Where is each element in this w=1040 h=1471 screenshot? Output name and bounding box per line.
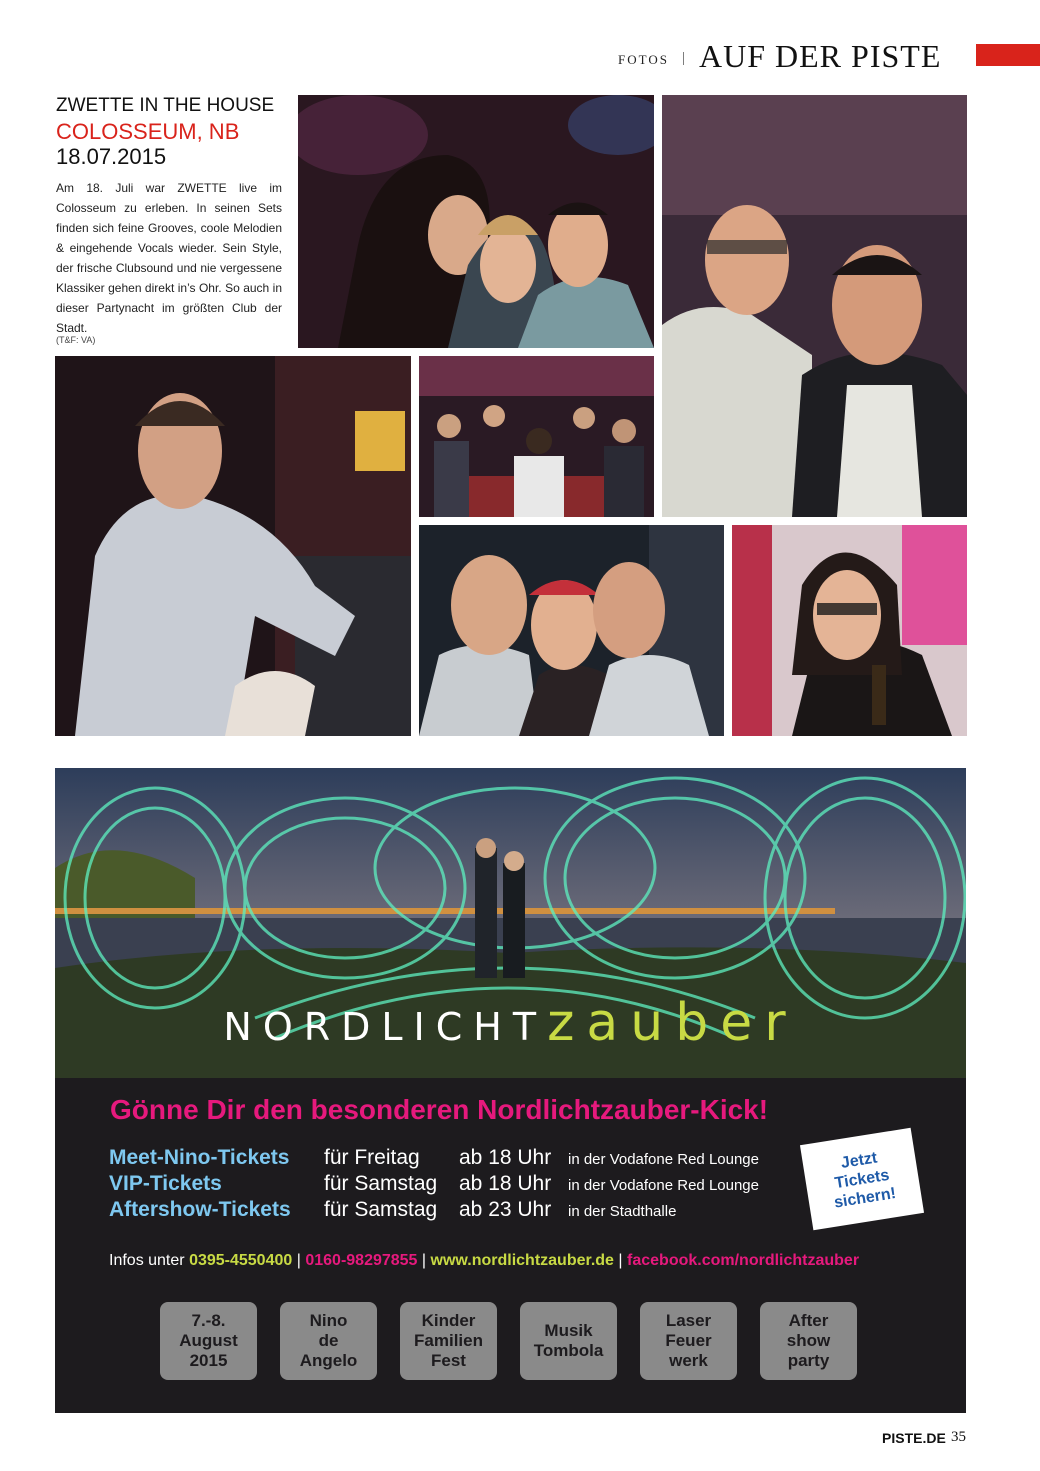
stamp-line: Tickets: [833, 1166, 891, 1192]
box-line: Fest: [431, 1351, 466, 1370]
phone-number-1[interactable]: 0395-4550400: [189, 1252, 293, 1269]
box-line: After: [788, 1311, 829, 1330]
box-line: 7.-8.: [191, 1311, 226, 1330]
stamp-line: Jetzt: [839, 1148, 879, 1172]
ticket-place: in der Vodafone Red Lounge: [568, 1177, 759, 1194]
ticket-place: in der Stadthalle: [568, 1203, 677, 1220]
ticket-time: ab 23 Uhr: [459, 1198, 552, 1221]
party-photo-dj: [55, 356, 411, 736]
box-line: Familien: [414, 1331, 483, 1350]
photo-credit: (T&F: VA): [56, 335, 96, 345]
ad-brand-wordmark: [55, 993, 966, 1053]
party-photo-trio: [298, 95, 654, 348]
feature-box-laser: [640, 1302, 737, 1380]
party-photo-friends: [419, 525, 724, 736]
box-line: de: [318, 1331, 339, 1350]
info-separator: |: [618, 1252, 623, 1269]
ad-slogan: Gönne Dir den besonderen Nordlichtzauber-Kick!: [110, 1094, 769, 1125]
ticket-day: für Samstag: [324, 1198, 438, 1221]
event-date: 18.07.2015: [56, 144, 167, 169]
event-venue: COLOSSEUM, NB: [56, 119, 240, 144]
party-photo-woman: [732, 525, 967, 736]
page-number: 35: [951, 1429, 966, 1445]
party-photo-crowd: [419, 356, 654, 517]
box-line: Musik: [544, 1321, 593, 1340]
header-separator: |: [682, 50, 686, 66]
box-line: Nino: [309, 1311, 348, 1330]
phone-number-2[interactable]: 0160-98297855: [305, 1252, 418, 1269]
box-line: Laser: [665, 1311, 712, 1330]
box-line: Angelo: [299, 1351, 358, 1370]
ticket-place: in der Vodafone Red Lounge: [568, 1151, 759, 1168]
box-line: 2015: [189, 1351, 228, 1370]
article-body: Am 18. Juli war ZWETTE live im Colosseum zu erleben. In seinen Sets finden sich feine Grooves, coole Melodien & eingehende Vocals wieder. Sein Style, der frische Clubsound und nie vergessene Klassiker gehen direkt in’s Ohr. So auch in dieser Partynacht im größten Club der Stadt.: [56, 181, 282, 335]
page-section-title: AUF DER PISTE: [699, 38, 942, 74]
ad-contact-info: [109, 1252, 859, 1270]
tickets-stamp: [800, 1128, 924, 1230]
box-line: show: [786, 1331, 831, 1350]
box-line: party: [787, 1351, 830, 1370]
section-label: FOTOS: [618, 52, 669, 67]
box-line: werk: [669, 1351, 708, 1370]
brand-zauber: zauber: [547, 993, 798, 1053]
ticket-time: ab 18 Uhr: [459, 1172, 552, 1195]
stamp-line: sichern!: [832, 1184, 898, 1212]
brand-nordlicht: NORDLICHT: [223, 1005, 548, 1049]
feature-box-date: [160, 1302, 257, 1380]
ticket-name: Meet-Nino-Tickets: [109, 1146, 290, 1169]
event-title: ZWETTE IN THE HOUSE: [56, 95, 275, 116]
nordlichtzauber-advertisement: [55, 768, 966, 1413]
box-line: Feuer: [665, 1331, 712, 1350]
info-separator: |: [296, 1252, 301, 1269]
feature-box-artist: [280, 1302, 377, 1380]
feature-box-aftershow: [760, 1302, 857, 1380]
info-separator: |: [421, 1252, 427, 1269]
box-line: Kinder: [421, 1311, 476, 1330]
website-link[interactable]: www.nordlichtzauber.de: [430, 1252, 614, 1269]
ticket-day: für Freitag: [324, 1146, 420, 1169]
ticket-time: ab 18 Uhr: [459, 1146, 552, 1169]
feature-box-family: [400, 1302, 497, 1380]
party-photo-two-men: [662, 95, 967, 517]
box-line: August: [179, 1331, 238, 1350]
facebook-link[interactable]: facebook.com/nordlichtzauber: [627, 1252, 860, 1269]
ticket-day: für Samstag: [324, 1172, 438, 1195]
ticket-name: VIP-Tickets: [109, 1172, 222, 1195]
info-prefix: Infos unter: [109, 1252, 185, 1269]
box-line: Tombola: [533, 1341, 604, 1360]
ticket-name: Aftershow-Tickets: [109, 1198, 291, 1221]
header-accent-bar: [976, 44, 1040, 66]
feature-box-tombola: [520, 1302, 617, 1380]
footer-brand: PISTE.DE: [882, 1430, 946, 1446]
